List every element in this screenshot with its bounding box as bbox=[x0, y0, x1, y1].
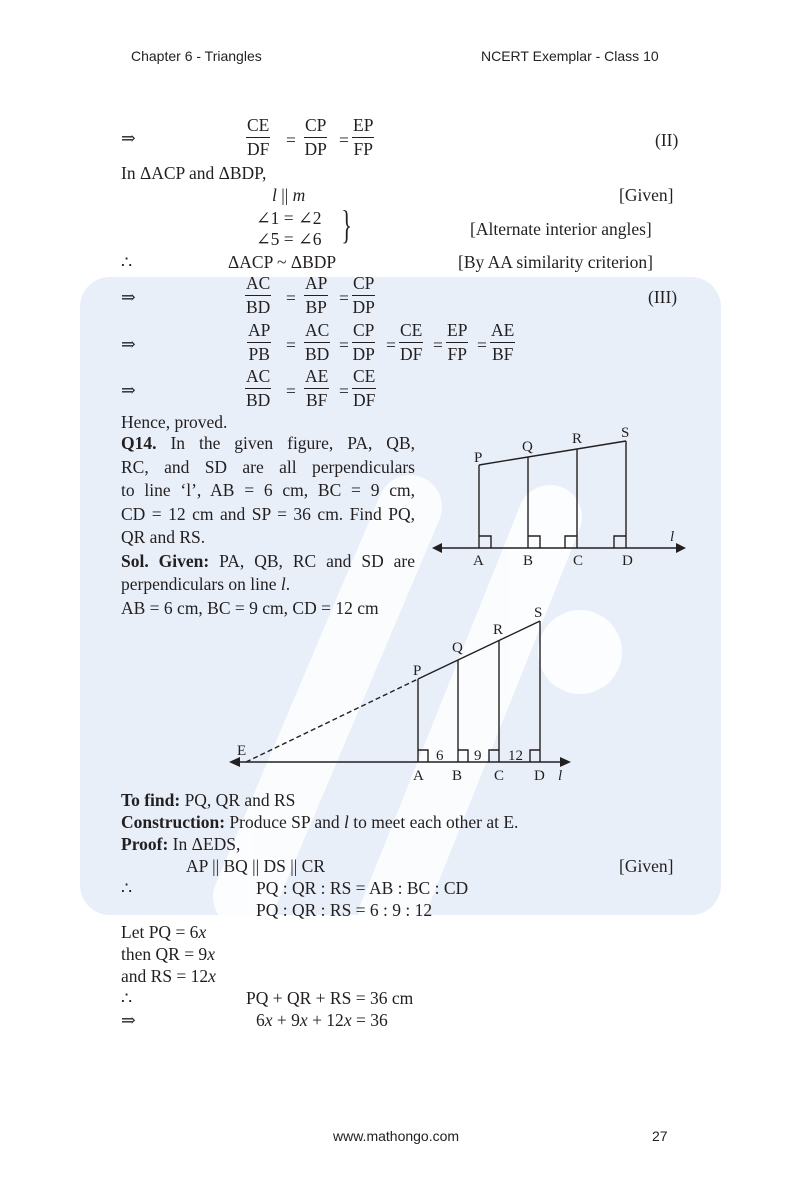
point-label: S bbox=[621, 425, 630, 441]
fraction bbox=[304, 115, 327, 160]
angle-equality-1: ∠1 = ∠2 bbox=[256, 208, 322, 228]
question-text: to line ‘l’, AB = 6 cm, BC = 9 cm, bbox=[121, 480, 415, 500]
point-label: S bbox=[534, 605, 543, 621]
fraction bbox=[352, 273, 375, 318]
ratio-values: PQ : QR : RS = 6 : 9 : 12 bbox=[256, 900, 433, 920]
to-find-text: PQ, QR and RS bbox=[180, 790, 296, 810]
equation-tag: (II) bbox=[655, 130, 679, 150]
angle-equality-2: ∠5 = ∠6 bbox=[256, 229, 322, 249]
header-chapter-title: Chapter 6 - Triangles bbox=[131, 48, 262, 64]
fraction bbox=[352, 115, 374, 160]
denominator: BD bbox=[246, 297, 271, 317]
parallel-symbol: || bbox=[276, 185, 293, 205]
equals-sign: = bbox=[286, 335, 296, 355]
point-label: Q bbox=[522, 439, 533, 455]
point-label: B bbox=[523, 553, 534, 569]
implies-symbol: ⇒ bbox=[121, 1010, 136, 1030]
proof-text: In ΔEDS, bbox=[168, 834, 241, 854]
let-rs bbox=[121, 966, 216, 986]
therefore-symbol: ∴ bbox=[121, 878, 133, 898]
segment-length: 9 bbox=[474, 748, 482, 764]
point-label: E bbox=[237, 743, 247, 759]
proof-label: Proof: bbox=[121, 834, 169, 854]
numerator: CE bbox=[352, 366, 376, 389]
fraction bbox=[245, 273, 271, 318]
fraction bbox=[304, 320, 330, 365]
ratio-statement: PQ : QR : RS = AB : BC : CD bbox=[256, 878, 469, 898]
construction-text: Produce SP and bbox=[225, 812, 344, 832]
equals-sign: = bbox=[286, 288, 296, 308]
construction bbox=[121, 812, 518, 832]
proof bbox=[121, 834, 240, 854]
point-label: R bbox=[572, 431, 583, 447]
solution-text: PA, QB, RC and SD are bbox=[209, 550, 415, 571]
segment-length: 6 bbox=[436, 748, 444, 764]
expr: then QR = 9 bbox=[121, 944, 208, 964]
equals-sign: = bbox=[433, 335, 443, 355]
denominator: BD bbox=[246, 390, 271, 410]
equals-sign: = bbox=[477, 335, 487, 355]
fraction bbox=[352, 366, 376, 411]
equals-sign: = bbox=[339, 335, 349, 355]
term: = 36 bbox=[351, 1010, 388, 1030]
fraction bbox=[246, 115, 270, 160]
fraction bbox=[247, 320, 271, 365]
numerator: CP bbox=[352, 273, 375, 296]
solution-text: perpendiculars on line bbox=[121, 574, 281, 594]
brace: } bbox=[341, 202, 352, 247]
footer-website[interactable]: www.mathongo.com bbox=[333, 1128, 460, 1144]
expr: Let PQ = 6 bbox=[121, 922, 199, 942]
denominator: PB bbox=[248, 344, 270, 364]
line-l: l bbox=[272, 185, 277, 205]
denominator: DP bbox=[352, 297, 375, 317]
denominator: BP bbox=[305, 297, 327, 317]
numerator: CE bbox=[246, 115, 270, 138]
figure-perpendiculars bbox=[430, 420, 700, 570]
sum-equation bbox=[256, 1010, 388, 1030]
question-label: Q14. bbox=[121, 433, 157, 453]
question-text: In the given figure, PA, QB, bbox=[156, 433, 415, 453]
similarity-statement: ΔACP ~ ΔBDP bbox=[228, 252, 337, 272]
point-label: C bbox=[494, 768, 505, 784]
term: + 12 bbox=[307, 1010, 344, 1030]
given-parallel bbox=[272, 185, 305, 205]
numerator: AP bbox=[247, 320, 271, 343]
point-label: Q bbox=[452, 640, 463, 656]
sum-statement: PQ + QR + RS = 36 cm bbox=[246, 988, 414, 1008]
point-label: P bbox=[413, 663, 422, 679]
point-label: R bbox=[493, 622, 504, 638]
numerator: CP bbox=[352, 320, 375, 343]
line-label: l bbox=[670, 529, 675, 545]
solution-label: Sol. Given: bbox=[121, 550, 210, 571]
variable-x: x bbox=[299, 1010, 308, 1030]
therefore-symbol: ∴ bbox=[121, 252, 133, 272]
fraction bbox=[245, 366, 271, 411]
numerator: AC bbox=[304, 320, 330, 343]
punctuation: . bbox=[285, 574, 291, 594]
construction-text: to meet each other at E. bbox=[348, 812, 519, 832]
reason: [Alternate interior angles] bbox=[470, 219, 652, 239]
point-label: C bbox=[573, 553, 584, 569]
let-pq bbox=[121, 922, 206, 942]
fraction bbox=[446, 320, 468, 365]
line-l: l bbox=[280, 574, 286, 594]
fraction bbox=[304, 366, 329, 411]
denominator: FP bbox=[447, 344, 467, 364]
numerator: AE bbox=[490, 320, 515, 343]
fraction bbox=[399, 320, 423, 365]
term: 6 bbox=[256, 1010, 265, 1030]
given-lengths: AB = 6 cm, BC = 9 cm, CD = 12 cm bbox=[121, 597, 379, 618]
implies-symbol: ⇒ bbox=[121, 334, 136, 354]
numerator: AE bbox=[304, 366, 329, 389]
equals-sign: = bbox=[339, 381, 349, 401]
question-14 bbox=[121, 432, 415, 620]
implies-symbol: ⇒ bbox=[121, 128, 136, 148]
point-label: A bbox=[473, 553, 484, 569]
let-qr bbox=[121, 944, 215, 964]
question-text: QR and RS. bbox=[121, 527, 206, 547]
point-label: A bbox=[413, 768, 424, 784]
equals-sign: = bbox=[339, 288, 349, 308]
line-label: l bbox=[558, 768, 563, 784]
to-find bbox=[121, 790, 295, 810]
denominator: BF bbox=[491, 344, 514, 364]
implies-symbol: ⇒ bbox=[121, 380, 136, 400]
denominator: DF bbox=[247, 139, 270, 159]
conclusion: Hence, proved. bbox=[121, 412, 228, 432]
question-text: RC, and SD are all perpendiculars bbox=[121, 456, 415, 477]
denominator: BD bbox=[305, 344, 330, 364]
numerator: AC bbox=[245, 273, 271, 296]
equals-sign: = bbox=[286, 130, 296, 150]
segment-length: 12 bbox=[508, 748, 523, 764]
numerator: CE bbox=[399, 320, 423, 343]
fraction bbox=[304, 273, 328, 318]
variable-x: x bbox=[198, 922, 207, 942]
variable-x: x bbox=[207, 944, 215, 964]
variable-x: x bbox=[343, 1010, 352, 1030]
equals-sign: = bbox=[386, 335, 396, 355]
numerator: EP bbox=[352, 115, 374, 138]
expr: and RS = 12 bbox=[121, 966, 209, 986]
construction-label: Construction: bbox=[121, 812, 226, 832]
term: + 9 bbox=[272, 1010, 300, 1030]
fraction bbox=[352, 320, 375, 365]
denominator: DF bbox=[353, 390, 376, 410]
numerator: CP bbox=[304, 115, 327, 138]
point-label: P bbox=[474, 450, 483, 466]
numerator: AC bbox=[245, 366, 271, 389]
page-number: 27 bbox=[652, 1128, 668, 1144]
therefore-symbol: ∴ bbox=[121, 988, 133, 1008]
variable-x: x bbox=[208, 966, 216, 986]
point-label: D bbox=[534, 768, 545, 784]
line-l: l bbox=[343, 812, 349, 832]
numerator: EP bbox=[446, 320, 468, 343]
implies-symbol: ⇒ bbox=[121, 287, 136, 307]
to-find-label: To find: bbox=[121, 790, 181, 810]
denominator: BF bbox=[305, 390, 328, 410]
numerator: AP bbox=[304, 273, 328, 296]
denominator: DP bbox=[304, 139, 327, 159]
fraction bbox=[490, 320, 515, 365]
parallel-statement: AP || BQ || DS || CR bbox=[186, 856, 326, 876]
equals-sign: = bbox=[286, 381, 296, 401]
denominator: DP bbox=[352, 344, 375, 364]
denominator: FP bbox=[353, 139, 373, 159]
triangles-intro: In ΔACP and ΔBDP, bbox=[121, 163, 267, 183]
reason: [By AA similarity criterion] bbox=[458, 252, 653, 272]
question-text: CD = 12 cm and SP = 36 cm. Find PQ, bbox=[121, 503, 415, 524]
equals-sign: = bbox=[339, 130, 349, 150]
header-book-title: NCERT Exemplar - Class 10 bbox=[481, 48, 659, 64]
figure-construction bbox=[220, 600, 580, 790]
line-m: m bbox=[292, 185, 306, 205]
variable-x: x bbox=[264, 1010, 273, 1030]
denominator: DF bbox=[400, 344, 423, 364]
reason: [Given] bbox=[619, 185, 674, 205]
point-label: B bbox=[452, 768, 463, 784]
reason: [Given] bbox=[619, 856, 674, 876]
equation-tag: (III) bbox=[648, 287, 678, 307]
point-label: D bbox=[622, 553, 633, 569]
